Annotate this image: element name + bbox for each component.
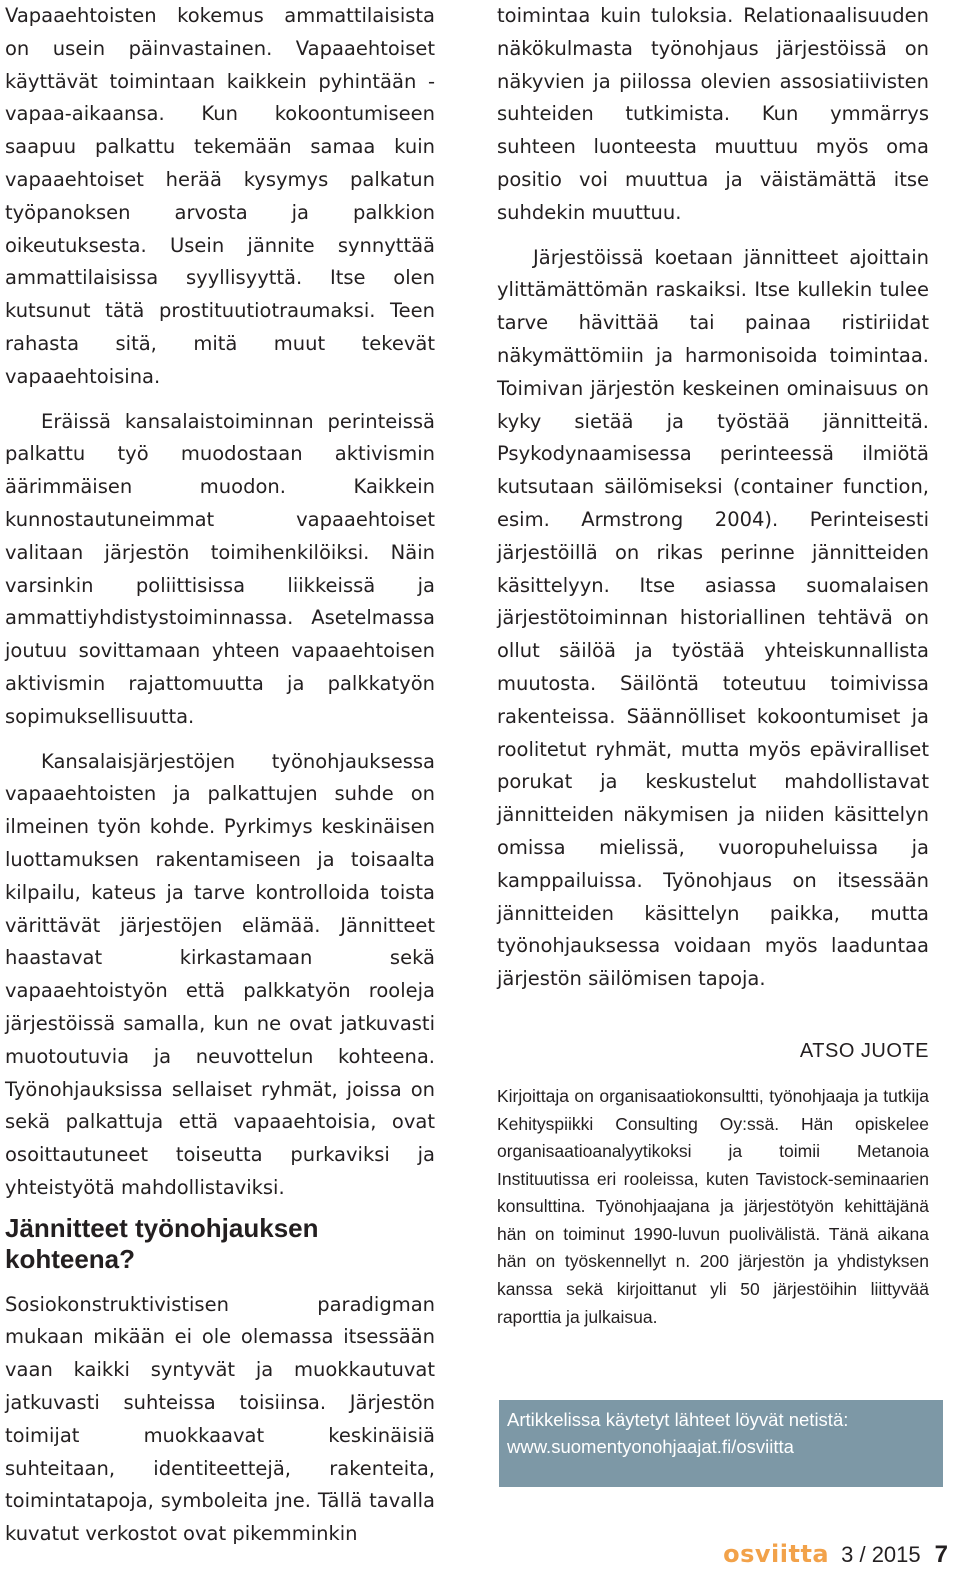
author-bio: Kirjoittaja on organisaatiokonsultti, työnohjaaja ja tutkija Kehityspiikki Consulting Oy:ssä. Hän opiskelee organisaatioanalyytikoksi ja toimii Metanoia Instituutissa eri rooleissa, kuten Tavistock-seminaarien konsulttina. Työnohjaajana ja järjestötyön kehittäjänä hän on toiminut 1990-luvun puolivälistä. Tänä aikana hän on työskennellyt n. 200 järjestön ja yhdistyksen kanssa sekä kirjoittanut yli 50 järjestöihin liittyvää raporttia ja julkaisua. (497, 1085, 929, 1327)
sources-link[interactable]: www.suomentyonohjaajat.fi/osviitta (507, 1436, 794, 1457)
body-paragraph: Sosiokonstruktivistisen paradigman mukaan mikään ei ole olemassa itsessään vaan kaikki syntyvät ja muokkautuvat jatkuvasti suhteissa toisiinsa. Järjestön toimijat muokkaavat keskinäisiä suhteitaan, identiteettejä, rakenteita, toimintatapoja, symboleita jne. Tällä tavalla kuvatut verkostot ovat pikemminkin (5, 1292, 435, 1546)
body-paragraph: Kansalaisjärjestöjen työnohjauksessa vapaaehtoisten ja palkattujen suhde on ilmeinen työn kohde. Pyrkimys keskinäisen luottamuksen rakentamiseen ja toisaalta kilpailu, kateus ja tarve kontrolloida toista värittävät järjestöjen elämää. Jännitteet haastavat kirkastamaan sekä vapaaehtoistyön että palkkatyön rooleja järjestöissä samalla, kun ne ovat jatkuvasti muotoutuvia ja neuvottelun kohteena. Työnohjauksissa sellaiset ryhmät, joissa on sekä palkattuja että vapaaehtoisia, ovat osoittautuneet toiseutta purkaviksi ja yhteistyötä mahdollistaviksi. (5, 749, 435, 1199)
body-paragraph: Järjestöissä koetaan jännitteet ajoittain ylittämättömän raskaiksi. Itse kullekin tulee tarve hävittää tai painaa ristiriidat näkymättömiin ja harmonisoida toimintaa. Toimivan järjestön keskeinen ominaisuus on kyky sietää ja työstää jännitteitä. Psykodynaamisessa perinteessä ilmiötä kutsutaan säilömiseksi (container function, esim. Armstrong 2004). Perinteisesti järjestöillä on rikas perinne jännitteiden käsittelyyn. Itse asiassa suomalaisen järjestötoiminnan historiallinen tehtävä on ollut säilöä ja työstää yhteiskunnallista muutosta. Säilöntä toteutuu toimivissa rakenteissa. Säännölliset kokoontumiset ja roolitetut ryhmät, mutta myös epäviralliset porukat ja keskustelut mahdollistavat jännitteiden näkymisen ja niiden käsittelyn omissa mielissä, vuoropuheluissa ja kamppailuissa. Työnohjaus on itsessään jännitteiden käsittelyn paikka, mutta työnohjauksessa voidaan myös laaduntaa järjestön säilömisen tapoja. (497, 245, 929, 991)
sources-box (499, 1400, 943, 1487)
body-paragraph: toimintaa kuin tuloksia. Relationaalisuuden näkökulmasta työnohjaus järjestöissä on näkyvien ja piilossa olevien assosiatiivisten suhteiden tutkimista. Kun ymmärrys suhteen luonteesta muuttuu myös oma positio voi muuttua ja väistämättä itse suhdekin muuttuu. (497, 4, 929, 224)
body-paragraph: Eräissä kansalaistoiminnan perinteissä palkattu työ muodostaan aktivismin äärimmäisen muodon. Kaikkein kunnostautuneimmat vapaaehtoiset valitaan järjestön toimihenkilöiksi. Näin varsinkin poliittisissa liikkeissä ja ammattiyhdistystoiminnassa. Asetelmassa joutuu sovittamaan yhteen vapaaehtoisen aktivismin rajattomuutta ja palkkatyön sopimuksellisuutta. (5, 409, 435, 728)
brand-logo: osviitta (723, 1540, 830, 1568)
body-paragraph: Vapaaehtoisten kokemus ammattilaisista on usein päinvastainen. Vapaaehtoiset käyttävät toimintaan kaikkein pyhintään - vapaa-aikaansa. Kun kokoontumiseen saapuu palkattu tekemään samaa kuin vapaaehtoiset herää kysymys palkatun työpanoksen arvosta ja palkkion oikeutuksesta. Usein jännite synnyttää ammattilaisissa syyllisyyttä. Itse olen kutsunut tätä prostituutiotraumaksi. Teen rahasta sitä, mitä muut tekevät vapaaehtoisina. (5, 4, 435, 388)
issue-number: 3 / 2015 (841, 1542, 921, 1567)
left-column (5, 0, 435, 1551)
page-number: 7 (934, 1541, 948, 1568)
page-footer (723, 1540, 948, 1580)
section-heading: Jännitteet työnohjauksen kohteena? (5, 1212, 319, 1274)
right-column (497, 0, 929, 1331)
author-name: ATSO JUOTE (799, 1039, 929, 1062)
sources-text: Artikkelissa käytetyt lähteet löyvät netistä: (507, 1409, 849, 1430)
